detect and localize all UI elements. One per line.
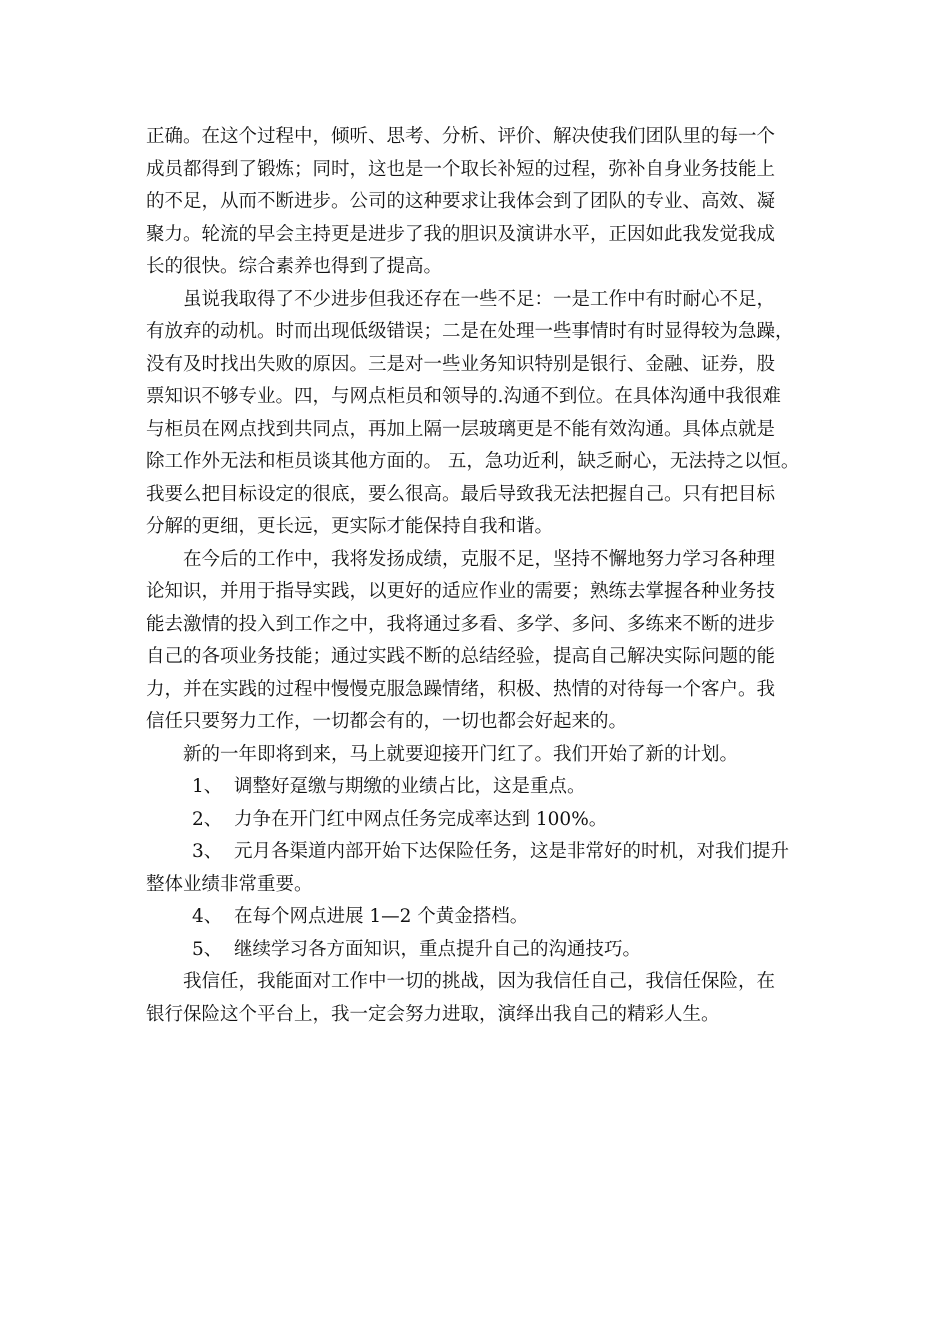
list-item — [146, 804, 826, 837]
list-item-number: 1、 — [192, 776, 223, 797]
text-line: 票知识不够专业。四，与网点柜员和领导的.沟通不到位。在具体沟通中我很难 — [146, 386, 781, 407]
text-line: 力，并在实践的过程中慢慢克服急躁情绪，积极、热情的对待每一个客户。我 — [146, 678, 776, 700]
list-item-text: 在每个网点进展 1—2 个黄金搭档。 — [234, 906, 529, 927]
paragraph-4 — [146, 739, 826, 772]
text-line: 能去激情的投入到工作之中，我将通过多看、多学、多问、多练来不断的进步 — [146, 613, 776, 635]
text-line: 的不足，从而不断进步。公司的这种要求让我体会到了团队的专业、高效、凝 — [146, 191, 776, 212]
paragraph-1 — [146, 121, 826, 284]
document-body — [146, 121, 826, 1031]
closing-paragraph — [146, 966, 826, 1031]
list-item-text: 继续学习各方面知识，重点提升自己的沟通技巧。 — [234, 938, 642, 960]
list-item-text: 力争在开门红中网点任务完成率达到 100%。 — [234, 808, 608, 830]
text-line: 论知识，并用于指导实践，以更好的适应作业的需要；熟练去掌握各种业务技 — [146, 581, 776, 602]
list-item-number: 4、 — [192, 906, 223, 927]
list-item-continuation: 整体业绩非常重要。 — [146, 873, 313, 895]
list-item-text: 元月各渠道内部开始下达保险任务，这是非常好的时机，对我们提升 — [234, 841, 790, 862]
list-item — [146, 901, 826, 934]
text-line: 成员都得到了锻炼；同时，这也是一个取长补短的过程，弥补自身业务技能上 — [146, 158, 776, 180]
list-item-number: 2、 — [192, 808, 223, 830]
text-line: 在今后的工作中，我将发扬成绩，克服不足，坚持不懈地努力学习各种理 — [183, 548, 776, 570]
text-line: 有放弃的动机。时而出现低级错误；二是在处理一些事情时有时显得较为急躁， — [146, 321, 794, 342]
paragraph-2 — [146, 284, 826, 544]
text-line: 我信任，我能面对工作中一切的挑战，因为我信任自己，我信任保险，在 — [183, 971, 776, 992]
text-line: 分解的更细，更长远，更实际才能保持自我和谐。 — [146, 516, 554, 537]
list-item-number: 5、 — [192, 938, 223, 960]
paragraph-3 — [146, 544, 826, 739]
list-item — [146, 771, 826, 804]
plan-list — [146, 771, 826, 966]
text-line: 没有及时找出失败的原因。三是对一些业务知识特别是银行、金融、证券，股 — [146, 353, 776, 375]
text-line: 聚力。轮流的早会主持更是进步了我的胆识及演讲水平，正因如此我发觉我成 — [146, 223, 776, 245]
text-line: 新的一年即将到来，马上就要迎接开门红了。我们开始了新的计划。 — [183, 743, 739, 765]
text-line: 长的很快。综合素养也得到了提高。 — [146, 256, 443, 277]
text-line: 银行保险这个平台上，我一定会努力进取，演绎出我自己的精彩人生。 — [146, 1003, 720, 1025]
text-line: 正确。在这个过程中，倾听、思考、分析、评价、解决使我们团队里的每一个 — [146, 126, 776, 147]
text-line: 除工作外无法和柜员谈其他方面的。 五，急功近利，缺乏耐心，无法持之以恒。 — [146, 451, 800, 472]
list-item-text: 调整好趸缴与期缴的业绩占比，这是重点。 — [234, 776, 586, 797]
text-line: 虽说我取得了不少进步但我还存在一些不足：一是工作中有时耐心不足， — [183, 288, 776, 310]
list-item — [146, 836, 826, 869]
text-line: 我要么把目标设定的很底，要么很高。最后导致我无法把握自己。只有把目标 — [146, 483, 776, 505]
text-line: 信任只要努力工作，一切都会有的，一切也都会好起来的。 — [146, 711, 628, 732]
list-item — [146, 934, 826, 967]
text-line: 自己的各项业务技能；通过实践不断的总结经验，提高自己解决实际问题的能 — [146, 646, 776, 667]
list-item-number: 3、 — [192, 841, 223, 862]
text-line: 与柜员在网点找到共同点，再加上隔一层玻璃更是不能有效沟通。具体点就是 — [146, 418, 776, 440]
